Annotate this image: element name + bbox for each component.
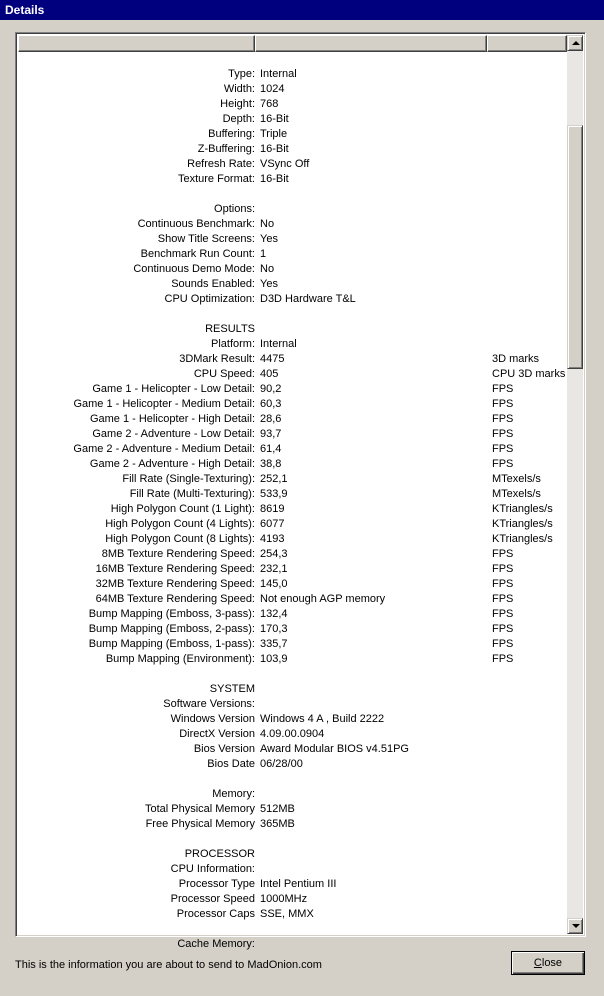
row-value: Intel Pentium III (260, 878, 337, 890)
row-name: Buffering: (208, 128, 255, 140)
table-row[interactable] (18, 112, 567, 127)
column-header-name[interactable] (18, 35, 255, 52)
table-row[interactable] (18, 877, 567, 892)
row-name: Total Physical Memory (144, 803, 255, 815)
row-name: Bump Mapping (Environment): (105, 653, 255, 665)
table-row[interactable] (18, 142, 567, 157)
row-name: SYSTEM (209, 683, 255, 695)
table-row[interactable] (18, 442, 567, 457)
row-value: 1000MHz (260, 893, 308, 905)
row-name: Benchmark Run Count: (140, 248, 255, 260)
footer-info-text: This is the information you are about to send to MadOnion.com (15, 959, 322, 971)
row-value: 93,7 (260, 428, 282, 440)
row-name: Memory: (212, 788, 255, 800)
row-value: Internal (260, 338, 297, 350)
row-name: Game 1 - Helicopter - Medium Detail: (73, 398, 255, 410)
table-row[interactable] (18, 187, 567, 202)
table-row[interactable] (18, 862, 567, 877)
table-row[interactable] (18, 52, 567, 67)
row-name: Bios Version (193, 743, 255, 755)
row-unit: FPS (492, 623, 514, 635)
row-unit: FPS (492, 383, 514, 395)
row-name: Software Versions: (163, 698, 255, 710)
list-header (18, 35, 567, 52)
table-row[interactable] (18, 472, 567, 487)
row-value: 768 (260, 98, 279, 110)
row-name: Depth: (222, 113, 255, 125)
table-row[interactable] (18, 892, 567, 907)
table-row[interactable] (18, 502, 567, 517)
row-name: Type: (228, 68, 255, 80)
scroll-down-button[interactable] (567, 918, 583, 934)
table-row[interactable] (18, 772, 567, 787)
row-unit: FPS (492, 413, 514, 425)
row-name: PROCESSOR (184, 848, 255, 860)
arrow-up-icon (572, 41, 580, 45)
table-row[interactable] (18, 637, 567, 652)
row-name: Game 2 - Adventure - Low Detail: (92, 428, 255, 440)
row-name: Bump Mapping (Emboss, 1-pass): (88, 638, 255, 650)
row-name: Sounds Enabled: (171, 278, 255, 290)
row-value: Triple (260, 128, 288, 140)
table-row[interactable] (18, 337, 567, 352)
row-name: RESULTS (205, 323, 255, 335)
row-name: DirectX Version (179, 728, 255, 740)
table-row[interactable] (18, 802, 567, 817)
table-row[interactable] (18, 172, 567, 187)
window-title: Details (5, 3, 45, 17)
table-row[interactable] (18, 532, 567, 547)
row-name: CPU Speed: (193, 368, 255, 380)
table-row[interactable] (18, 592, 567, 607)
row-value: 06/28/00 (260, 758, 303, 770)
row-value: 365MB (260, 818, 295, 830)
table-row[interactable] (18, 652, 567, 667)
row-unit: FPS (492, 608, 514, 620)
row-value: Yes (260, 233, 278, 245)
row-value: No (260, 263, 275, 275)
table-row[interactable] (18, 667, 567, 682)
row-name: Game 2 - Adventure - High Detail: (89, 458, 255, 470)
table-row[interactable] (18, 457, 567, 472)
row-name: Game 1 - Helicopter - High Detail: (89, 413, 255, 425)
table-row[interactable] (18, 487, 567, 502)
table-row[interactable] (18, 922, 567, 937)
row-value: Internal (260, 68, 297, 80)
column-header-unit[interactable] (487, 35, 567, 52)
row-value: VSync Off (260, 158, 310, 170)
table-row[interactable] (18, 247, 567, 262)
table-row[interactable] (18, 937, 567, 952)
row-name: High Polygon Count (1 Light): (110, 503, 255, 515)
table-row[interactable] (18, 622, 567, 637)
row-name: Texture Format: (177, 173, 255, 185)
row-name: Processor Caps (176, 908, 255, 920)
arrow-down-icon (572, 924, 580, 928)
row-unit: FPS (492, 443, 514, 455)
row-name: High Polygon Count (4 Lights): (105, 518, 255, 530)
table-row[interactable] (18, 607, 567, 622)
row-unit: 3D marks (492, 353, 540, 365)
row-name: CPU Optimization: (164, 293, 255, 305)
row-name: Fill Rate (Multi-Texturing): (129, 488, 255, 500)
row-name: 64MB Texture Rendering Speed: (95, 593, 255, 605)
row-unit: FPS (492, 548, 514, 560)
row-name: Bump Mapping (Emboss, 3-pass): (88, 608, 255, 620)
row-name: Fill Rate (Single-Texturing): (122, 473, 255, 485)
row-name: CPU Information: (170, 863, 255, 875)
table-row[interactable] (18, 727, 567, 742)
row-value: Windows 4 A , Build 2222 (260, 713, 385, 725)
row-unit: FPS (492, 398, 514, 410)
table-row[interactable] (18, 367, 567, 382)
row-name: Platform: (210, 338, 255, 350)
row-value: 1024 (260, 83, 285, 95)
row-value: 38,8 (260, 458, 282, 470)
row-name: 3DMark Result: (179, 353, 255, 365)
row-value: 16-Bit (260, 113, 289, 125)
table-row[interactable] (18, 217, 567, 232)
row-name: Bios Date (207, 758, 255, 770)
table-row[interactable] (18, 322, 567, 337)
row-value: D3D Hardware T&L (260, 293, 356, 305)
column-header-value[interactable] (255, 35, 487, 52)
table-row[interactable] (18, 697, 567, 712)
table-row[interactable] (18, 202, 567, 217)
row-name: Bump Mapping (Emboss, 2-pass): (88, 623, 255, 635)
row-name: Height: (220, 98, 255, 110)
row-name: Game 1 - Helicopter - Low Detail: (92, 383, 255, 395)
vertical-scrollbar[interactable] (567, 35, 583, 934)
window-title-bar (0, 0, 604, 20)
row-value: No (260, 218, 275, 230)
row-name: Refresh Rate: (187, 158, 255, 170)
table-row[interactable] (18, 562, 567, 577)
table-row[interactable] (18, 82, 567, 97)
row-unit: FPS (492, 578, 514, 590)
row-value: 16-Bit (260, 143, 289, 155)
table-row[interactable] (18, 682, 567, 697)
row-value: Award Modular BIOS v4.51PG (260, 743, 409, 755)
table-row[interactable] (18, 67, 567, 82)
row-unit: FPS (492, 563, 514, 575)
row-name: Options: (214, 203, 255, 215)
close-button[interactable] (511, 951, 585, 975)
row-unit: FPS (492, 653, 514, 665)
row-name: Windows Version (170, 713, 255, 725)
row-name: 8MB Texture Rendering Speed: (101, 548, 255, 560)
row-name: 16MB Texture Rendering Speed: (95, 563, 255, 575)
row-name: Processor Speed (170, 893, 255, 905)
row-value: 533,9 (260, 488, 288, 500)
table-row[interactable] (18, 907, 567, 922)
table-row[interactable] (18, 517, 567, 532)
row-value: 1 (260, 248, 267, 260)
row-unit: MTexels/s (492, 488, 541, 500)
row-unit: CPU 3D marks (492, 368, 566, 380)
row-value: 90,2 (260, 383, 282, 395)
row-value: 4.09.00.0904 (260, 728, 325, 740)
row-unit: MTexels/s (492, 473, 541, 485)
row-name: Processor Type (178, 878, 255, 890)
row-name: Z-Buffering: (197, 143, 255, 155)
scroll-thumb[interactable] (567, 125, 583, 369)
row-name: Game 2 - Adventure - Medium Detail: (73, 443, 255, 455)
table-row[interactable] (18, 712, 567, 727)
table-row[interactable] (18, 232, 567, 247)
close-label-suffix: lose (541, 957, 563, 969)
table-row[interactable] (18, 352, 567, 367)
row-value: 405 (260, 368, 279, 380)
row-name: Width: (223, 83, 255, 95)
table-row[interactable] (18, 262, 567, 277)
row-name: Continuous Demo Mode: (133, 263, 255, 275)
row-name: Show Title Screens: (157, 233, 255, 245)
row-unit: FPS (492, 458, 514, 470)
table-row[interactable] (18, 397, 567, 412)
row-value: 252,1 (260, 473, 288, 485)
row-value: Yes (260, 278, 278, 290)
row-value: 512MB (260, 803, 295, 815)
row-value: 232,1 (260, 563, 288, 575)
row-value: 61,4 (260, 443, 282, 455)
table-row[interactable] (18, 127, 567, 142)
row-name: Free Physical Memory (145, 818, 255, 830)
row-value: Not enough AGP memory (260, 593, 386, 605)
row-value: 16-Bit (260, 173, 289, 185)
table-row[interactable] (18, 412, 567, 427)
row-value: 254,3 (260, 548, 288, 560)
row-unit: FPS (492, 593, 514, 605)
table-row[interactable] (18, 157, 567, 172)
table-row[interactable] (18, 832, 567, 847)
list-rows (18, 52, 567, 952)
table-row[interactable] (18, 382, 567, 397)
row-value: 132,4 (260, 608, 288, 620)
details-list[interactable] (15, 32, 586, 950)
row-value: 170,3 (260, 623, 288, 635)
scroll-up-button[interactable] (567, 35, 583, 51)
row-value: 28,6 (260, 413, 282, 425)
table-row[interactable] (18, 97, 567, 112)
table-row[interactable] (18, 307, 567, 322)
table-row[interactable] (18, 757, 567, 772)
table-row[interactable] (18, 427, 567, 442)
row-value: 4475 (260, 353, 285, 365)
row-name: Cache Memory: (177, 938, 255, 950)
row-value: 8619 (260, 503, 285, 515)
table-row[interactable] (18, 847, 567, 862)
row-name: High Polygon Count (8 Lights): (105, 533, 255, 545)
close-label-accelerator: C (533, 957, 542, 969)
table-row[interactable] (18, 292, 567, 307)
row-unit: KTriangles/s (492, 518, 553, 530)
row-value: 6077 (260, 518, 285, 530)
row-value: 103,9 (260, 653, 288, 665)
row-value: 60,3 (260, 398, 282, 410)
row-value: 145,0 (260, 578, 288, 590)
row-value: 4193 (260, 533, 285, 545)
row-value: 335,7 (260, 638, 288, 650)
table-row[interactable] (18, 787, 567, 802)
table-row[interactable] (18, 547, 567, 562)
table-row[interactable] (18, 742, 567, 757)
row-name: 32MB Texture Rendering Speed: (95, 578, 255, 590)
row-unit: FPS (492, 428, 514, 440)
table-row[interactable] (18, 817, 567, 832)
row-unit: FPS (492, 638, 514, 650)
table-row[interactable] (18, 577, 567, 592)
row-name: Continuous Benchmark: (137, 218, 255, 230)
row-value: SSE, MMX (260, 908, 314, 920)
row-unit: KTriangles/s (492, 503, 553, 515)
row-unit: KTriangles/s (492, 533, 553, 545)
table-row[interactable] (18, 277, 567, 292)
